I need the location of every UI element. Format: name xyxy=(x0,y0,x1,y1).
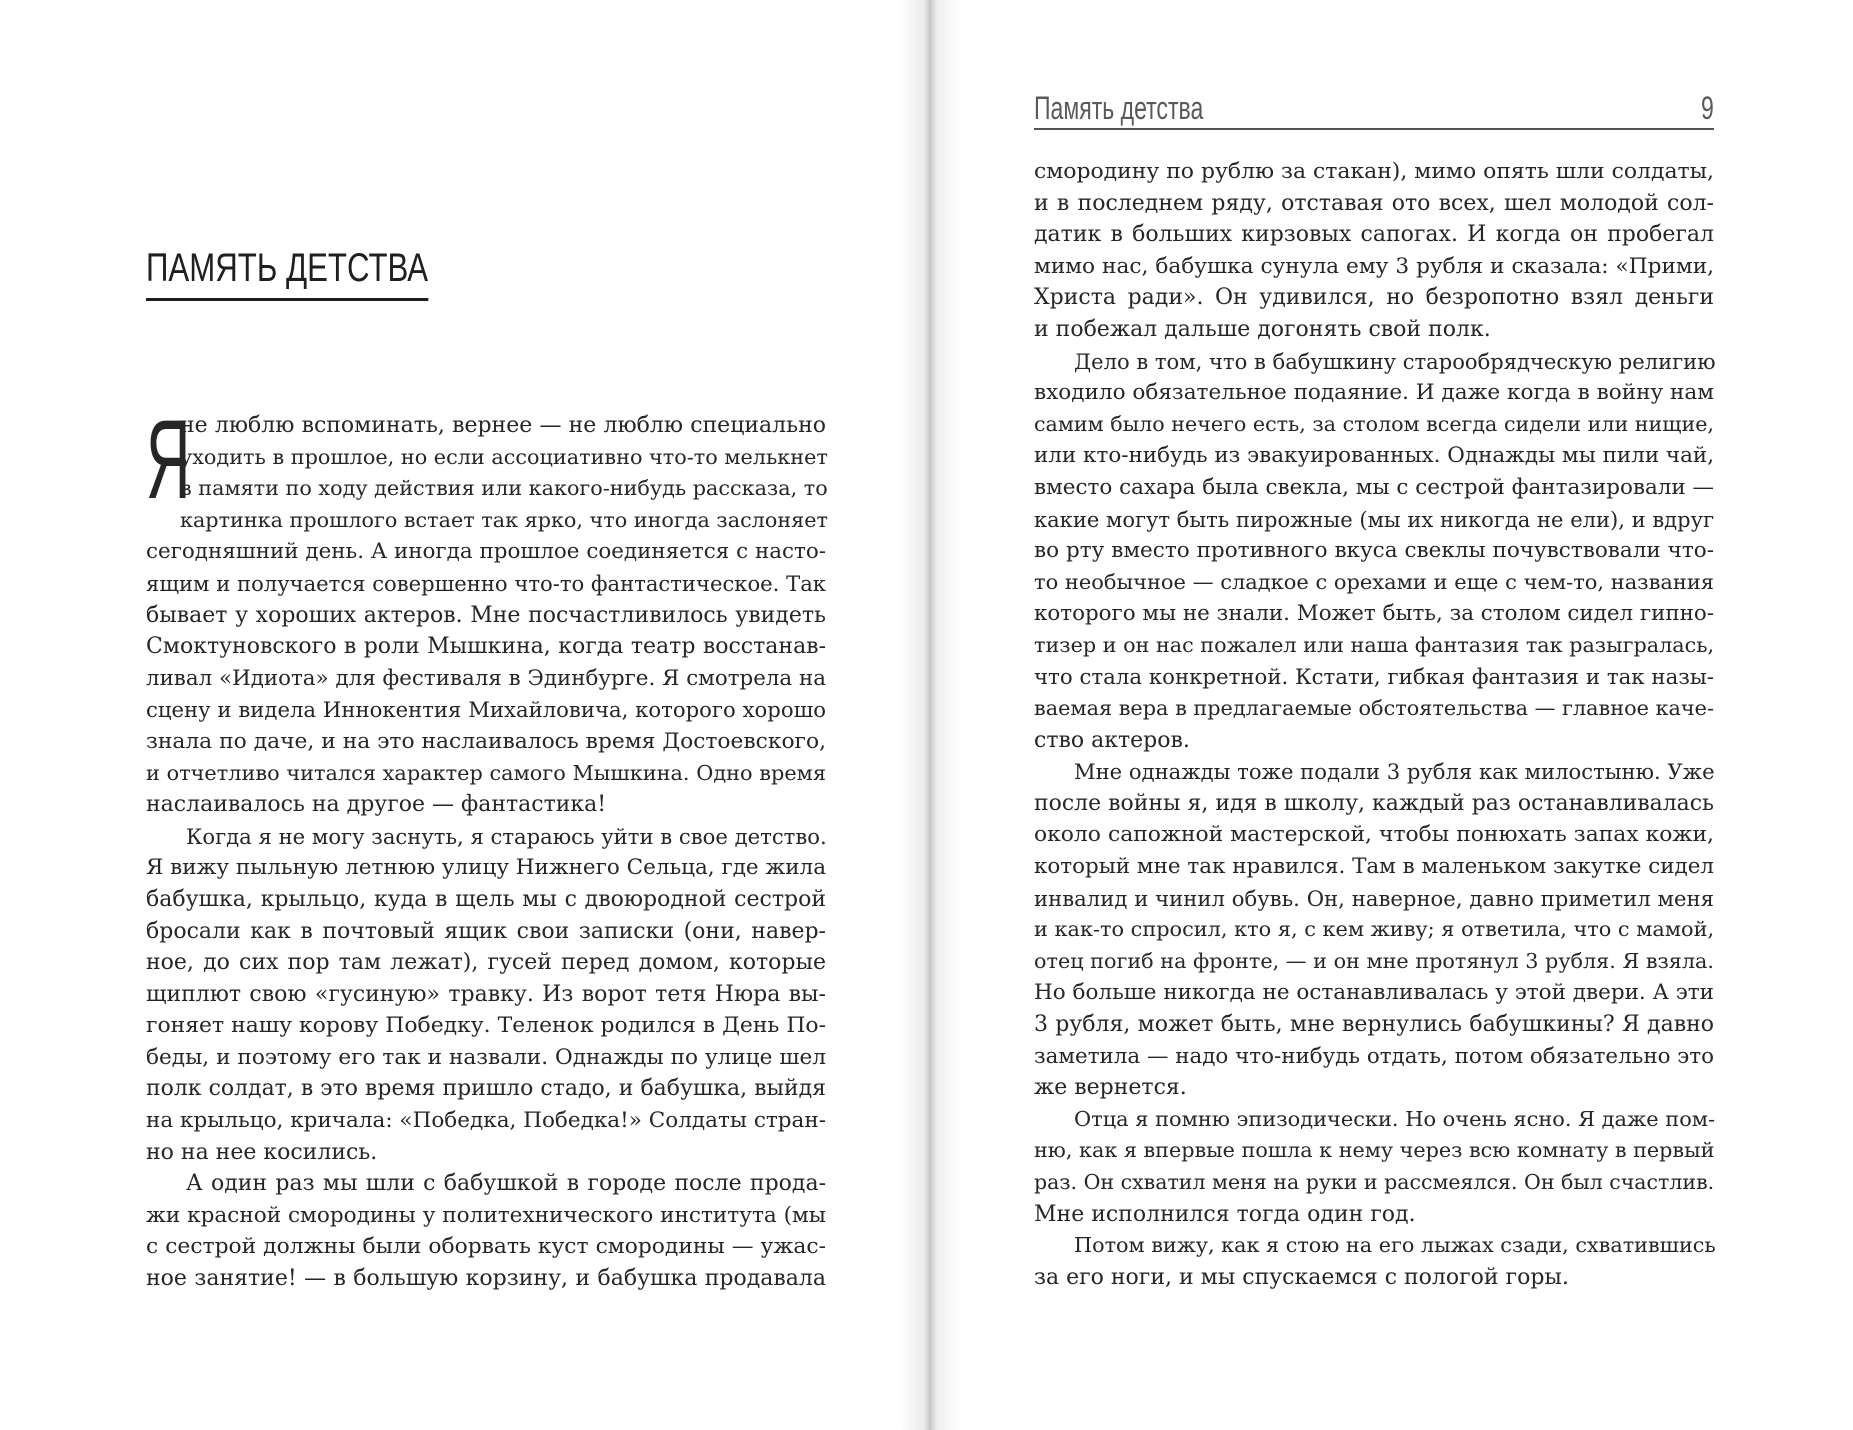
text-line: с сестрой должны были оборвать куст смородины — ужас- xyxy=(146,1234,826,1260)
text-line: тизер и он нас пожалел или наша фантазия так разыгралась, xyxy=(1034,632,1715,657)
paragraph xyxy=(1034,756,1714,1104)
text-line: раз. Он схватил меня на руки и рассмеялся. Он был счастлив. xyxy=(1034,1170,1715,1194)
text-line: Я вижу пыльную летнюю улицу Нижнего Сельца, где жила xyxy=(146,855,827,881)
text-line: отец погиб на фронте, — и он мне протянул 3 рубля. Я взяла. xyxy=(1034,948,1714,973)
page-number: 9 xyxy=(1701,90,1714,126)
text-line: бывает у хороших актеров. Мне посчастливилось увидеть xyxy=(146,602,826,628)
text-line: Смоктуновского в роли Мышкина, когда театр восстанав- xyxy=(146,634,826,660)
paragraph xyxy=(1034,1104,1714,1230)
text-line: бросали как в почтовый ящик свои записки (они, навер- xyxy=(146,918,826,944)
text-line: Мне исполнился тогда один год. xyxy=(1034,1201,1416,1227)
text-line: Когда я не могу заснуть, я стараюсь уйти в свое детство. xyxy=(186,823,827,849)
text-line: же вернется. xyxy=(1034,1075,1187,1101)
text-line: ство актеров. xyxy=(1034,727,1190,753)
running-title: Память детства xyxy=(1034,90,1204,126)
text-line: во рту вместо противного вкуса свеклы почувствовали что- xyxy=(1034,538,1714,564)
left-page-text xyxy=(146,397,828,1295)
text-line: А один раз мы шли с бабушкой в городе после прода- xyxy=(186,1171,826,1197)
text-line: в памяти по ходу действия или какого-нибудь рассказа, то xyxy=(180,476,828,501)
text-line: 3 рубля, может быть, мне вернулись бабушкины? Я давно xyxy=(1034,1012,1714,1038)
text-line: наслаивалось на другое — фантастика! xyxy=(146,792,607,818)
text-line: сцену и видела Иннокентия Михайловича, которого хорошо xyxy=(146,697,826,723)
text-line: смородину по рублю за стакан), мимо опять шли солдаты, xyxy=(1034,159,1714,184)
right-page-text xyxy=(1034,156,1714,1293)
paragraph xyxy=(1034,346,1714,757)
text-line: заметила — надо что-нибудь отдать, потом обязательно это xyxy=(1034,1043,1714,1069)
text-line: после войны я, идя в школу, каждый раз останавливалась xyxy=(1034,790,1714,816)
text-line: гоняет нашу корову Победку. Теленок родился в День По- xyxy=(146,1013,826,1039)
paragraph xyxy=(1034,156,1714,346)
text-line: но на нее косились. xyxy=(146,1139,378,1165)
text-line: вместо сахара была свекла, мы с сестрой фантазировали — xyxy=(1034,474,1714,500)
text-line: Дело в том, что в бабушкину старообрядческую религию xyxy=(1074,348,1716,374)
text-line: уходить в прошлое, но если ассоциативно что-то мелькнет xyxy=(180,444,828,469)
text-line: ваемая вера в предлагаемые обстоятельства — главное каче- xyxy=(1034,696,1714,721)
text-line: полк солдат, в это время пришло стадо, и бабушка, выйдя xyxy=(146,1076,826,1102)
text-line: щиплют свою «гусиную» травку. Из ворот тетя Нюра вы- xyxy=(146,981,826,1007)
text-line: ню, как я впервые пошла к нему через всю комнату в первый xyxy=(1034,1138,1715,1163)
text-line: картинка прошлого встает так ярко, что иногда заслоняет xyxy=(180,507,828,532)
text-line: сегодняшний день. А иногда прошлое соединяется с насто- xyxy=(146,539,826,565)
text-line: самим было нечего есть, за столом всегда сидели или нищие, xyxy=(1034,411,1714,436)
text-line: датик в больших кирзовых сапогах. И когда он пробегал xyxy=(1034,222,1714,248)
text-line: на крыльцо, кричала: «Победка, Победка!» Солдаты стран- xyxy=(146,1108,826,1134)
text-line: за его ноги, и мы спускаемся с пологой горы. xyxy=(1034,1264,1569,1290)
text-line: который мне так нравился. Там в маленьком закутке сидел xyxy=(1034,854,1714,880)
text-line: и отчетливо читался характер самого Мышкина. Одно время xyxy=(146,760,826,785)
text-line: входило обязательное подаяние. И даже когда в войну нам xyxy=(1034,380,1714,406)
text-line: знала по даче, и на это наслаивалось время Достоевского, xyxy=(146,728,826,754)
text-line: ливал «Идиота» для фестиваля в Эдинбурге. Я смотрела на xyxy=(146,665,826,691)
text-line: что стала конкретной. Кстати, гибкая фантазия и так назы- xyxy=(1034,664,1714,690)
paragraph xyxy=(146,821,826,1169)
text-line: не люблю вспоминать, вернее — не люблю специально xyxy=(180,413,826,438)
text-line: то необычное — сладкое с орехами и еще с чем-то, названия xyxy=(1034,569,1714,594)
text-line: Христа ради». Он удивился, но безропотно взял деньги xyxy=(1034,285,1714,311)
text-line: ное, до сих пор там лежат), гусей перед домом, которые xyxy=(146,950,826,976)
text-line: беды, и поэтому его так и назвали. Однажды по улице шел xyxy=(146,1044,826,1070)
paragraph xyxy=(146,1168,826,1294)
text-line: бабушка, крыльцо, куда в щель мы с двоюродной сестрой xyxy=(146,886,826,912)
text-line: инвалид и чинил обувь. Он, наверное, давно приметил меня xyxy=(1034,885,1714,911)
paragraph xyxy=(146,505,826,821)
text-line: или кто-нибудь из эвакуированных. Однажды мы пили чай, xyxy=(1034,443,1715,469)
paragraph xyxy=(1034,1230,1714,1293)
left-page xyxy=(0,0,926,1430)
text-line: мимо нас, бабушка сунула ему 3 рубля и сказала: «Прими, xyxy=(1034,253,1714,279)
text-line: и как-то спросил, кто я, с кем живу; я ответила, что с мамой, xyxy=(1034,917,1715,942)
running-header xyxy=(1034,88,1714,130)
text-line: около сапожной мастерской, чтобы понюхать запах кожи, xyxy=(1034,822,1714,848)
text-line: Но больше никогда не останавливалась у этой двери. А эти xyxy=(1034,980,1714,1006)
drop-cap: Я xyxy=(146,397,191,522)
text-line: Потом вижу, как я стою на его лыжах сзади, схватившись xyxy=(1074,1233,1716,1258)
text-line: и побежал дальше догонять свой полк. xyxy=(1034,316,1491,342)
text-line: и в последнем ряду, отставая ото всех, шел молодой сол- xyxy=(1034,190,1714,216)
text-line: какие могут быть пирожные (мы их никогда не ели), и вдруг xyxy=(1034,506,1714,532)
text-line: жи красной смородины у политехнического института (мы xyxy=(146,1202,826,1228)
chapter-title: ПАМЯТЬ ДЕТСТВА xyxy=(146,244,428,301)
text-line: которого мы не знали. Может быть, за столом сидел гипно- xyxy=(1034,601,1714,627)
text-line: ное занятие! — в большую корзину, и бабушка продавала xyxy=(146,1266,826,1292)
text-line: ящим и получается совершенно что-то фантастическое. Так xyxy=(146,570,826,596)
text-line: Отца я помню эпизодически. Но очень ясно. Я даже пом- xyxy=(1074,1106,1716,1131)
text-line: Мне однажды тоже подали 3 рубля как милостыню. Уже xyxy=(1074,759,1715,785)
